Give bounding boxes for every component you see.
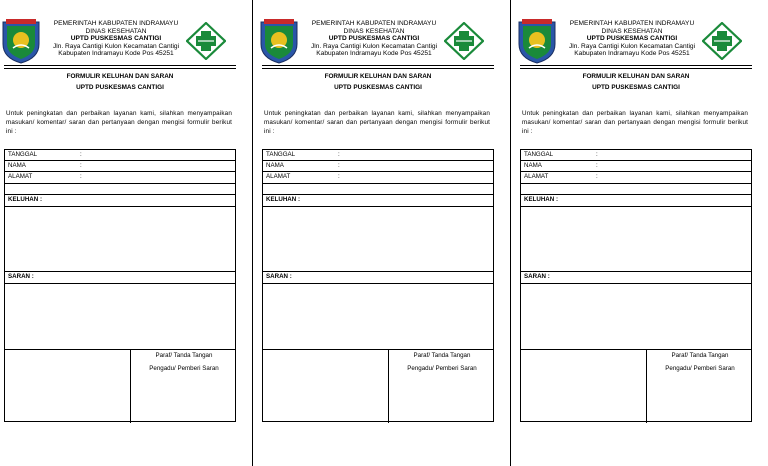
- letterhead-agency: DINAS KESEHATAN: [85, 27, 147, 35]
- row-divider: [521, 160, 751, 161]
- complaint-form: [516, 0, 756, 466]
- signature-box[interactable]: [133, 349, 235, 375]
- field-colon: :: [338, 151, 340, 158]
- signature-label: Paraf/ Tanda Tangan: [155, 352, 213, 359]
- signature-label: Paraf/ Tanda Tangan: [413, 352, 471, 359]
- form-title-main: FORMULIR KELUHAN DAN SARAN: [324, 73, 432, 80]
- section-label: KELUHAN :: [8, 196, 43, 203]
- letterhead-rule-thin: [262, 68, 494, 69]
- letterhead-government: PEMERINTAH KABUPATEN INDRAMAYU: [569, 20, 695, 27]
- row-divider: [5, 271, 235, 272]
- letterhead-institution: UPTD PUSKESMAS CANTIGI: [586, 35, 678, 43]
- row-divider: [5, 283, 235, 284]
- letterhead: [36, 20, 196, 58]
- row-divider: [263, 206, 493, 207]
- row-divider: [263, 271, 493, 272]
- signature-divider: [130, 350, 131, 423]
- form-title-sub: UPTD PUSKESMAS CANTIGI: [592, 83, 680, 91]
- letterhead-rule: [262, 65, 494, 66]
- letterhead-address: Jln. Raya Cantigi Kulon Kecamatan Cantigi: [568, 42, 696, 50]
- field-label: ALAMAT: [524, 173, 549, 180]
- row-divider: [5, 183, 235, 184]
- puskesmas-logo-icon: [186, 22, 226, 60]
- letterhead-address: Jln. Raya Cantigi Kulon Kecamatan Cantigi: [52, 42, 180, 50]
- field-label: TANGGAL: [266, 151, 296, 158]
- form-table: [262, 149, 494, 422]
- row-divider: [521, 271, 751, 272]
- letterhead-government: PEMERINTAH KABUPATEN INDRAMAYU: [53, 20, 179, 27]
- puskesmas-logo-icon: [702, 22, 742, 60]
- column-divider: [510, 0, 511, 466]
- row-divider: [521, 183, 751, 184]
- letterhead: [294, 20, 454, 58]
- complaint-form: [258, 0, 498, 466]
- field-label: NAMA: [266, 162, 284, 169]
- row-divider: [263, 171, 493, 172]
- field-colon: :: [596, 151, 598, 158]
- letterhead-institution: UPTD PUSKESMAS CANTIGI: [328, 35, 420, 43]
- form-table: [520, 149, 752, 422]
- form-title: [520, 72, 752, 93]
- signature-sublabel: Pengadu/ Pemberi Saran: [407, 365, 477, 372]
- puskesmas-logo-icon: [444, 22, 484, 60]
- row-divider: [5, 160, 235, 161]
- field-colon: :: [338, 173, 340, 180]
- form-title: [262, 72, 494, 93]
- field-colon: :: [80, 151, 82, 158]
- letterhead-rule: [520, 65, 752, 66]
- form-instructions: Untuk peningkatan dan perbaikan layanan kami, silahkan menyampaikan masukan/ komentar/ saran dan pertanyaan dengan mengisi formulir berikut ini :: [6, 110, 232, 135]
- letterhead-rule: [4, 65, 236, 66]
- field-colon: :: [596, 173, 598, 180]
- row-divider: [521, 171, 751, 172]
- signature-divider: [388, 350, 389, 423]
- letterhead-address: Jln. Raya Cantigi Kulon Kecamatan Cantigi: [310, 42, 438, 50]
- letterhead-agency: DINAS KESEHATAN: [601, 27, 663, 35]
- letterhead-postal: Kabupaten Indramayu Kode Pos 45251: [574, 50, 690, 58]
- row-divider: [263, 283, 493, 284]
- form-title-sub: UPTD PUSKESMAS CANTIGI: [334, 83, 422, 91]
- field-label: NAMA: [8, 162, 26, 169]
- field-colon: :: [80, 162, 82, 169]
- field-colon: :: [338, 162, 340, 169]
- signature-divider: [646, 350, 647, 423]
- letterhead-agency: DINAS KESEHATAN: [343, 27, 405, 35]
- field-label: ALAMAT: [266, 173, 291, 180]
- field-colon: :: [596, 162, 598, 169]
- row-divider: [5, 171, 235, 172]
- field-label: TANGGAL: [8, 151, 38, 158]
- letterhead-institution: UPTD PUSKESMAS CANTIGI: [70, 35, 162, 43]
- section-label: SARAN :: [8, 273, 34, 280]
- signature-box[interactable]: [391, 349, 493, 375]
- row-divider: [263, 183, 493, 184]
- section-label: SARAN :: [524, 273, 550, 280]
- letterhead-postal: Kabupaten Indramayu Kode Pos 45251: [58, 50, 174, 58]
- field-label: TANGGAL: [524, 151, 554, 158]
- complaint-form: [0, 0, 240, 466]
- letterhead-rule-thin: [4, 68, 236, 69]
- form-instructions: Untuk peningkatan dan perbaikan layanan kami, silahkan menyampaikan masukan/ komentar/ saran dan pertanyaan dengan mengisi formulir berikut ini :: [522, 110, 748, 135]
- form-table: [4, 149, 236, 422]
- section-label: SARAN :: [266, 273, 292, 280]
- signature-label: Paraf/ Tanda Tangan: [671, 352, 729, 359]
- field-colon: :: [80, 173, 82, 180]
- form-title-main: FORMULIR KELUHAN DAN SARAN: [582, 73, 690, 80]
- form-title-sub: UPTD PUSKESMAS CANTIGI: [76, 83, 164, 91]
- form-title-main: FORMULIR KELUHAN DAN SARAN: [66, 73, 174, 80]
- row-divider: [263, 160, 493, 161]
- row-divider: [521, 206, 751, 207]
- form-instructions: Untuk peningkatan dan perbaikan layanan kami, silahkan menyampaikan masukan/ komentar/ saran dan pertanyaan dengan mengisi formulir berikut ini :: [264, 110, 490, 135]
- signature-sublabel: Pengadu/ Pemberi Saran: [149, 365, 219, 372]
- signature-sublabel: Pengadu/ Pemberi Saran: [665, 365, 735, 372]
- signature-box[interactable]: [649, 349, 751, 375]
- section-label: KELUHAN :: [266, 196, 301, 203]
- column-divider: [252, 0, 253, 466]
- letterhead-rule-thin: [520, 68, 752, 69]
- field-label: ALAMAT: [8, 173, 33, 180]
- section-label: KELUHAN :: [524, 196, 559, 203]
- letterhead: [552, 20, 712, 58]
- form-title: [4, 72, 236, 93]
- row-divider: [5, 206, 235, 207]
- letterhead-postal: Kabupaten Indramayu Kode Pos 45251: [316, 50, 432, 58]
- letterhead-government: PEMERINTAH KABUPATEN INDRAMAYU: [311, 20, 437, 27]
- row-divider: [521, 283, 751, 284]
- field-label: NAMA: [524, 162, 542, 169]
